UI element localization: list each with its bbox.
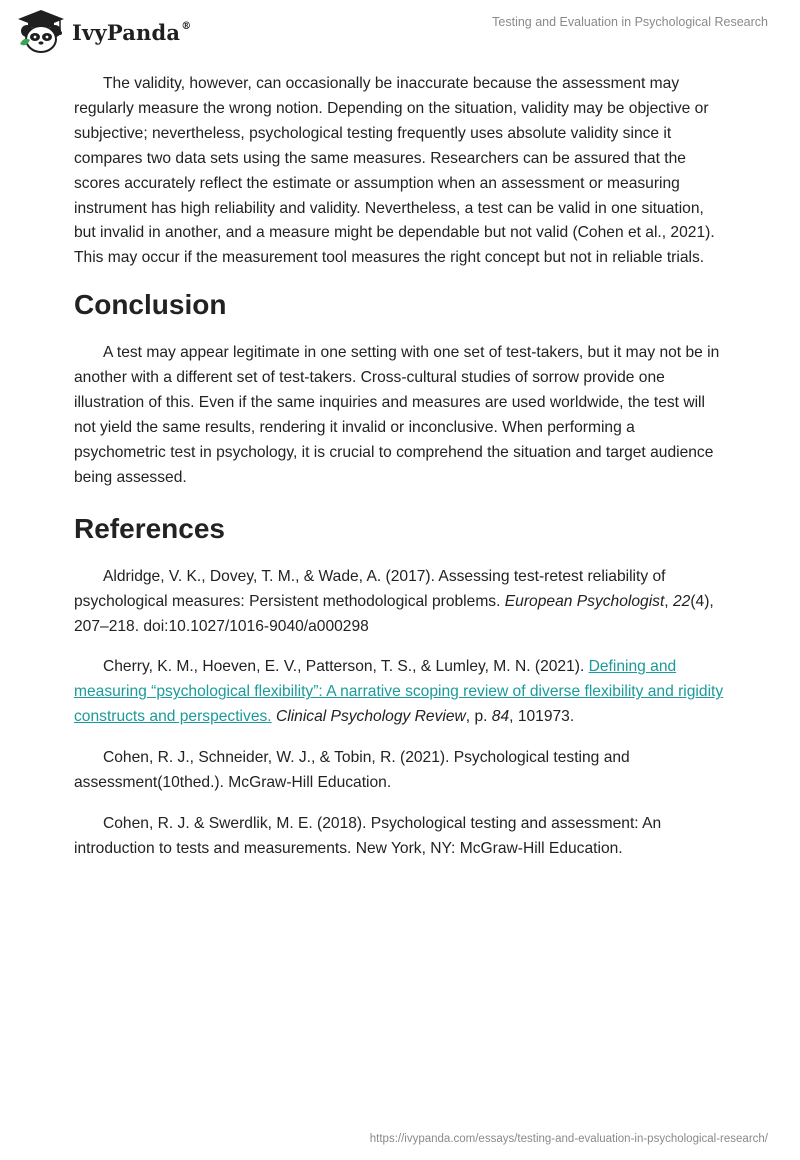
reference-text: Cherry, K. M., Hoeven, E. V., Patterson, T. S., & Lumley, M. N. (2021). bbox=[103, 658, 589, 676]
registered-mark: ® bbox=[181, 21, 192, 32]
logo-text: IvyPanda bbox=[72, 20, 181, 45]
reference-volume: 84 bbox=[491, 708, 510, 726]
ivypanda-logo[interactable] bbox=[16, 8, 226, 54]
reference-entry bbox=[74, 565, 728, 640]
reference-text-tail: (4), 207–218. doi:10.1027/1016-9040/a000298 bbox=[74, 592, 714, 635]
reference-journal: Clinical Psychology Review bbox=[275, 708, 466, 726]
reference-entry: Cohen, R. J., Schneider, W. J., & Tobin, R. (2021). Psychological testing and assessment(10thed.). McGraw-Hill Education. bbox=[74, 749, 630, 792]
footer-url[interactable]: https://ivypanda.com/essays/testing-and-evaluation-in-psychological-research/ bbox=[369, 1133, 768, 1145]
page-header bbox=[0, 0, 800, 62]
heading-conclusion: Conclusion bbox=[74, 289, 227, 321]
reference-separator: , bbox=[664, 592, 673, 610]
reference-text-tail: , 101973. bbox=[509, 708, 575, 726]
document-body bbox=[74, 72, 728, 862]
reference-journal: European Psychologist bbox=[504, 592, 665, 610]
body-paragraph: A test may appear legitimate in one setting with one set of test-takers, but it may not be in another with a different set of test-takers. Cross-cultural studies of sorrow provide one illustration of this. Even if the same inquiries and measures are used worldwide, the test will not yield the same results, rendering it invalid or inconclusive. When performing a psychometric test in psychology, it is crucial to comprehend the situation and target audience being assessed. bbox=[74, 344, 720, 486]
logo-wordmark bbox=[72, 20, 191, 45]
reference-entry bbox=[74, 655, 728, 730]
running-title: Testing and Evaluation in Psychological Research bbox=[492, 15, 768, 29]
reference-volume: 22 bbox=[672, 592, 691, 610]
reference-entry: Cohen, R. J. & Swerdlik, M. E. (2018). Psychological testing and assessment: An introduction to tests and measurements. New York, NY: McGraw-Hill Education. bbox=[74, 814, 662, 857]
body-paragraph: The validity, however, can occasionally be inaccurate because the assessment may regularly measure the wrong notion. Depending on the situation, validity may be objective or subjective; nevertheless, psychological testing frequently uses absolute validity since it compares two data sets using the same measures. Researchers can be assured that the scores accurately reflect the estimate or assumption when an assessment or measuring instrument has high reliability and validity. Nevertheless, a test can be valid in one situation, but invalid in another, and a measure might be dependable but not valid (Cohen et al., 2021). This may occur if the measurement tool measures the right concept but not in reliable trials. bbox=[74, 75, 715, 267]
reference-link[interactable]: Defining and measuring “psychological flexibility”: A narrative scoping review of diverse flexibility and rigidity constructs and perspectives. bbox=[74, 658, 724, 726]
reference-text: Aldridge, V. K., Dovey, T. M., & Wade, A. (2017). Assessing test-retest reliability of psychological measures: Persistent methodological problems. bbox=[74, 567, 666, 610]
reference-separator: , p. bbox=[465, 708, 492, 726]
panda-graduate-icon bbox=[16, 8, 66, 54]
heading-references: References bbox=[74, 512, 225, 544]
